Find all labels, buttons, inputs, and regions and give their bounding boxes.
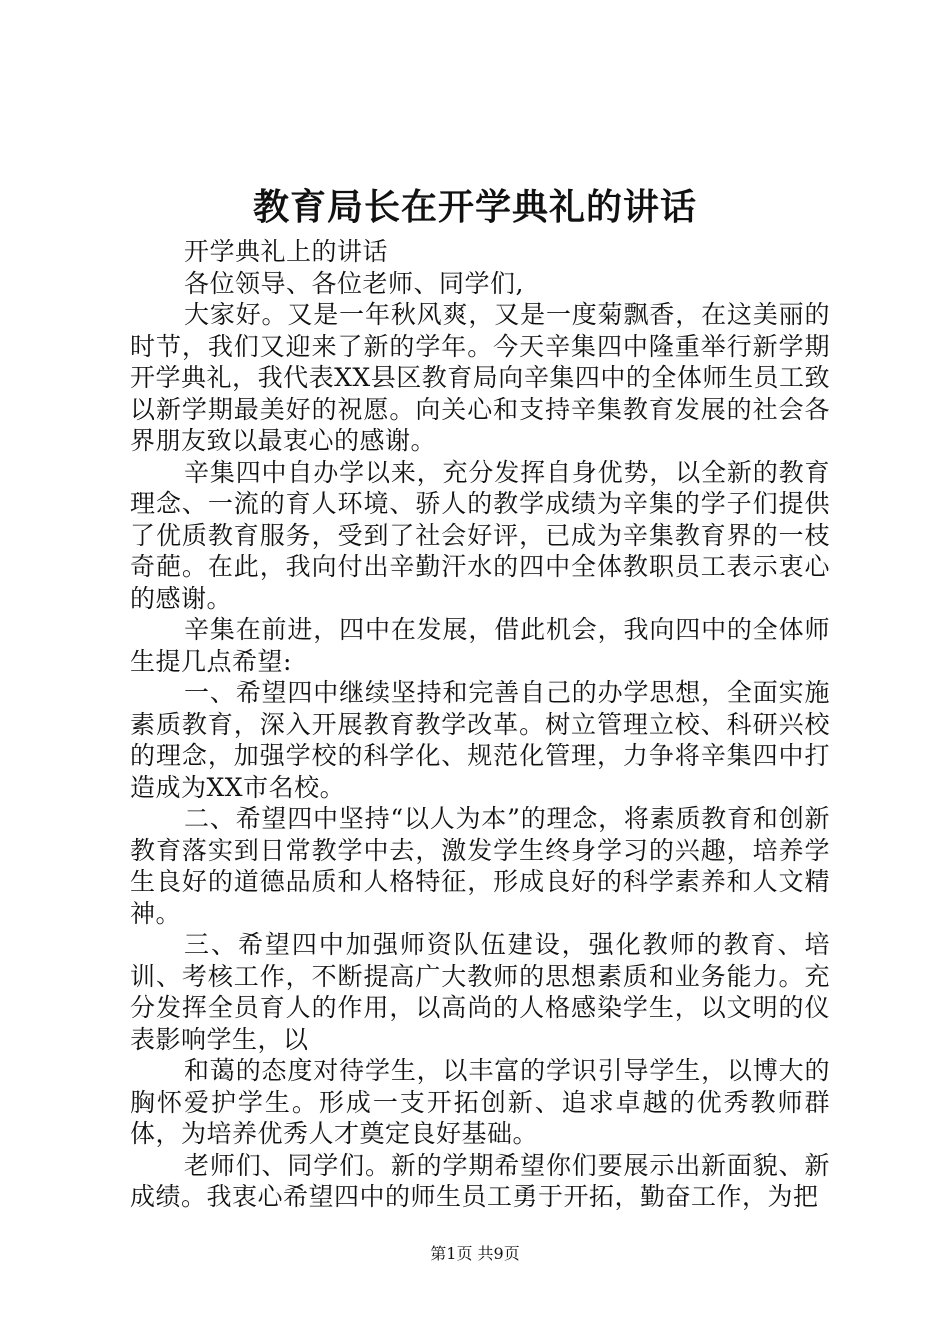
paragraph: 一、希望四中继续坚持和完善自己的办学思想，全面实施素质教育，深入开展教育教学改革。树立管理立校、科研兴校的理念，加强学校的科学化、规范化管理，力争将辛集四中打造成为XX市名校。 — [130, 678, 830, 802]
paragraph: 二、希望四中坚持“以人为本”的理念，将素质教育和创新教育落实到日常教学中去，激发学生终身学习的兴趣，培养学生良好的道德品质和人格特征，形成良好的科学素养和人文精神。 — [130, 804, 830, 928]
paragraph: 老师们、同学们。新的学期希望你们要展示出新面貌、新成绩。我衷心希望四中的师生员工勇于开拓，勤奋工作，为把 — [130, 1150, 830, 1211]
paragraph: 辛集四中自办学以来，充分发挥自身优势，以全新的教育理念、一流的育人环境、骄人的教学成绩为辛集的学子们提供了优质教育服务，受到了社会好评，已成为辛集教育界的一枝奇葩。在此，我向付出辛勤汗水的四中全体教职员工表示衷心的感谢。 — [130, 457, 830, 613]
paragraph: 开学典礼上的讲话 — [184, 237, 389, 266]
document-body — [130, 236, 830, 1213]
page-number-footer: 第1页 共9页 — [430, 1244, 520, 1263]
document-title: 教育局长在开学典礼的讲话 — [252, 186, 697, 228]
paragraph: 各位领导、各位老师、同学们, — [184, 268, 524, 298]
paragraph: 辛集在前进，四中在发展，借此机会，我向四中的全体师生提几点希望: — [130, 615, 830, 676]
paragraph: 大家好。又是一年秋风爽，又是一度菊飘香，在这美丽的时节，我们又迎来了新的学年。今天辛集四中隆重举行新学期开学典礼，我代表XX县区教育局向辛集四中的全体师生员工致以新学期最美好的祝愿。向关心和支持辛集教育发展的社会各界朋友致以最衷心的感谢。 — [130, 300, 830, 455]
paragraph: 三、希望四中加强师资队伍建设，强化教师的教育、培训、考核工作，不断提高广大教师的思想素质和业务能力。充分发挥全员育人的作用，以高尚的人格感染学生，以文明的仪表影响学生，以 — [130, 930, 830, 1054]
paragraph: 和蔼的态度对待学生，以丰富的学识引导学生，以博大的胸怀爱护学生。形成一支开拓创新、追求卓越的优秀教师群体，为培养优秀人才奠定良好基础。 — [130, 1056, 830, 1148]
